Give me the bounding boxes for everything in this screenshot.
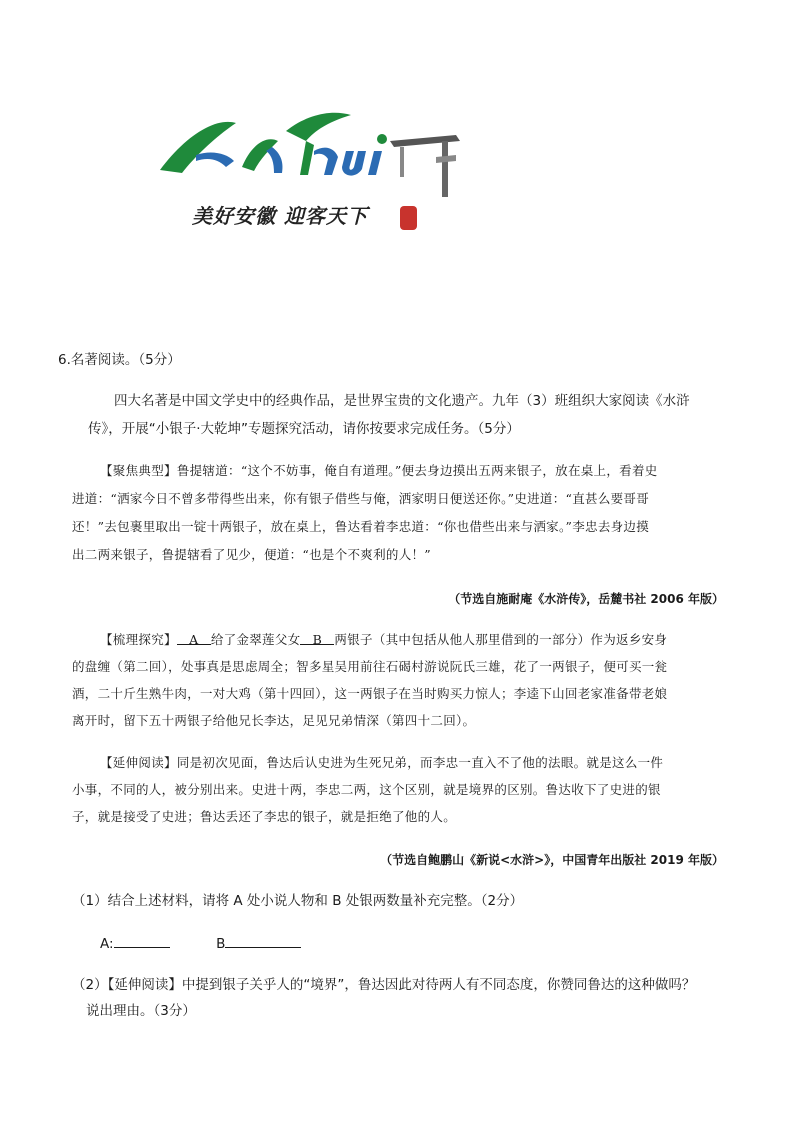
section3-source: （节选自鲍鹏山《新说<水浒>》，中国青年出版社 2019 年版） [380,853,724,867]
slogan: 美好安徽 迎客天下 [192,204,368,228]
seal-stamp [400,206,417,230]
section1-tag: 【聚焦典型】 [100,463,177,478]
intro-line-2: 传》，开展“小银子·大乾坤”专题探究活动，请你按要求完成任务。（5分） [88,421,520,437]
sub-question-2-line-2: 说出理由。（3分） [86,1003,196,1019]
blank-a: A [177,630,211,645]
section3-line-1: 【延伸阅读】同是初次见面，鲁达后认史进为生死兄弟，而李忠一直入不了他的法眼。就是这么一件 [100,755,664,770]
section1-source: （节选自施耐庵《水浒传》，岳麓书社 2006 年版） [448,592,724,606]
answer-b-label: B [216,936,226,952]
blank-b: B [300,630,334,645]
section2-line-2: 的盘缠（第二回），处事真是思虑周全；智多星吴用前往石碣村游说阮氏三雄，花了一两银子，便可买一瓮 [72,659,668,674]
intro-line-1: 四大名著是中国文学史中的经典作品，是世界宝贵的文化遗产。九年（3）班组织大家阅读《水浒 [114,393,690,409]
sub-question-1: （1）结合上述材料，请将 A 处小说人物和 B 处银两数量补充完整。（2分） [72,893,524,909]
section2-tag: 【梳理探究】 [100,632,177,647]
sub-question-2-line-1: （2）【延伸阅读】中提到银子关乎人的“境界”，鲁达因此对待两人有不同态度，你赞同鲁达的这种做吗？ [72,977,696,993]
section3-line-2: 小事，不同的人，被分别出来。史进十两，李忠二两，这个区别，就是境界的区别。鲁达收下了史进的银 [72,782,661,797]
section2-line-1: 【梳理探究】 A 给了金翠莲父女 B 两银子（其中包括从他人那里借到的一部分）作为返乡安身 [100,632,668,647]
section3-line-3: 子，就是接受了史进；鲁达丢还了李忠的银子，就是拒绝了他的人。 [72,809,457,824]
section1-line-3: 还！”去包裹里取出一锭十两银子，放在桌上，鲁达看着李忠道：“你也借些出来与洒家。”李忠去身边摸 [72,519,650,534]
section2-line-3: 酒，二十斤生熟牛肉，一对大鸡（第十四回），这一两银子在当时购买力惊人；李逵下山回老家准备带老娘 [72,686,668,701]
question-title: 6.名著阅读。（5分） [58,352,181,368]
section1-line-1: 【聚焦典型】鲁提辖道：“这个不妨事，俺自有道理。”便去身边摸出五两来银子，放在桌上，看着史 [100,463,658,478]
section2-line-4: 离开时，留下五十两银子给他兄长李达，足见兄弟情深（第四十二回）。 [72,713,476,728]
answer-b-field[interactable] [225,933,301,948]
answer-a-field[interactable] [114,933,170,948]
answer-a-label: A: [100,936,114,952]
answer-row-1 [100,933,301,954]
section1-line-4: 出二两来银子，鲁提辖看了见少，便道：“也是个不爽利的人！” [72,547,431,562]
section1-line-2: 进道：“洒家今日不曾多带得些出来，你有银子借些与俺，洒家明日便送还你。”史进道：“直甚么要哥哥 [72,491,650,506]
section3-tag: 【延伸阅读】 [100,755,177,770]
